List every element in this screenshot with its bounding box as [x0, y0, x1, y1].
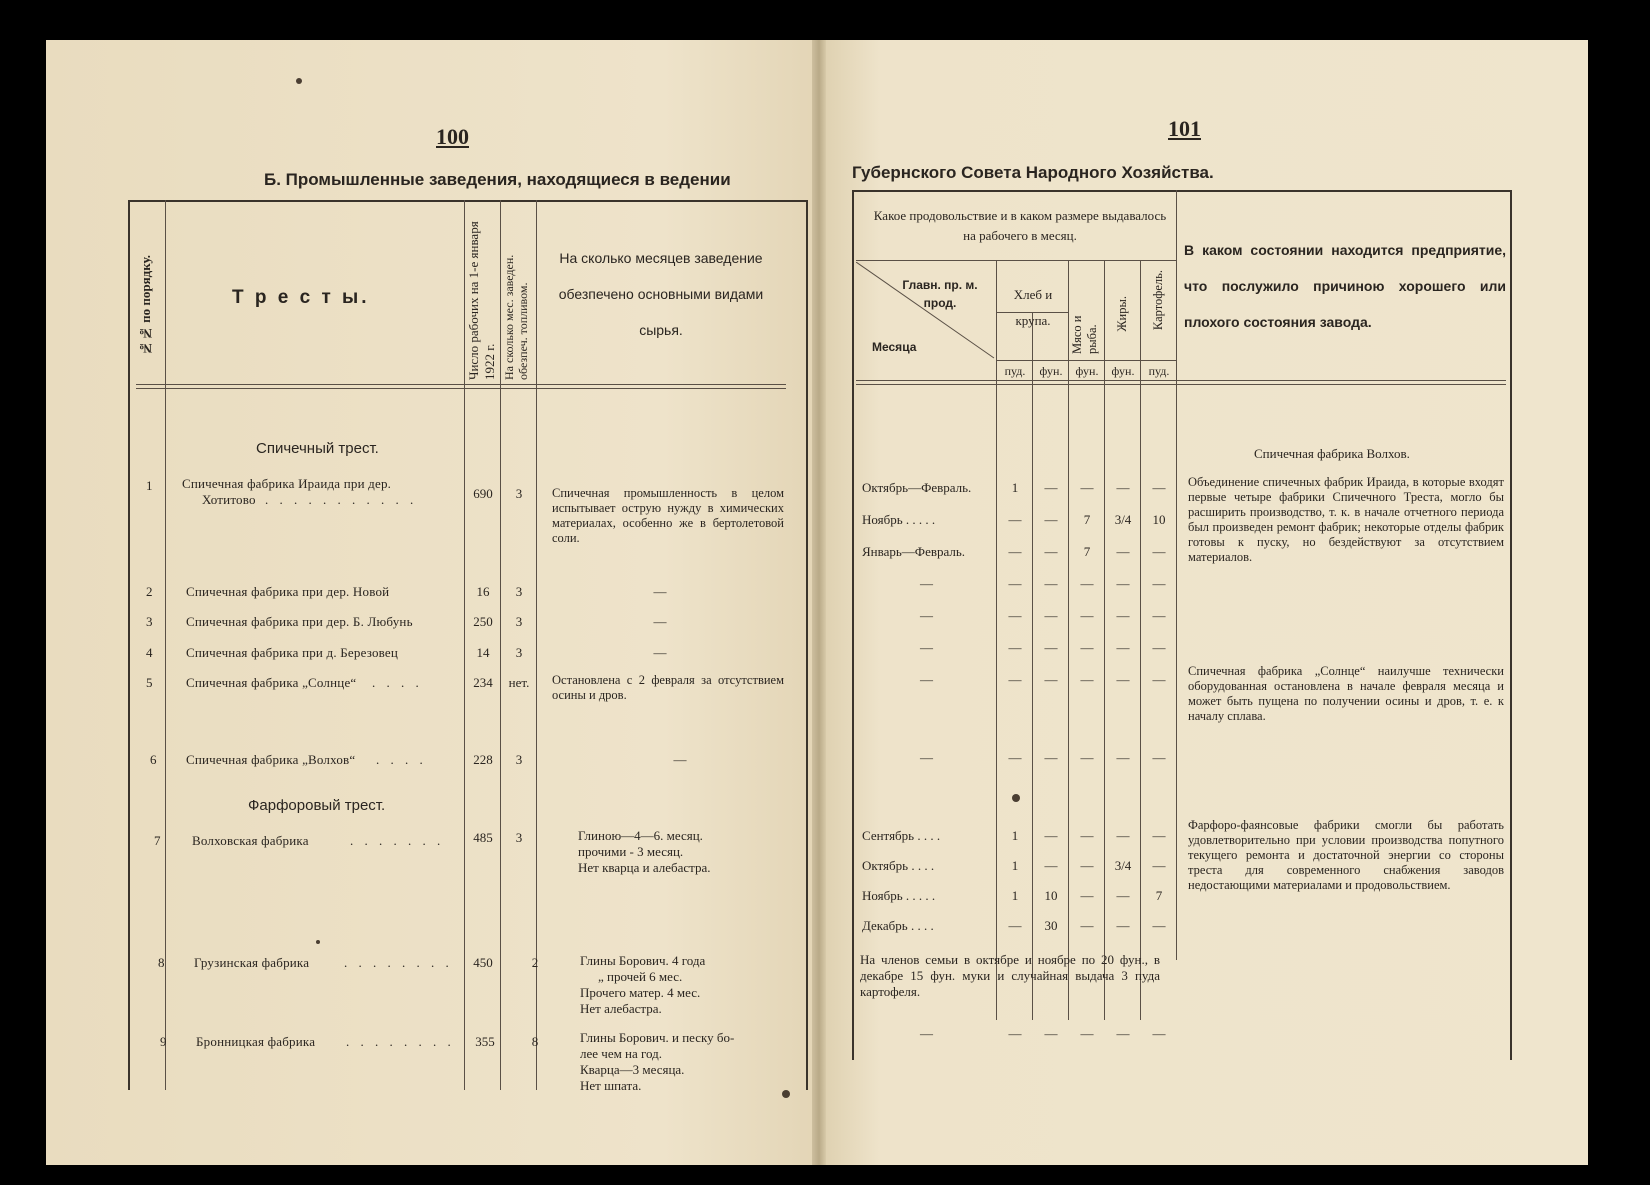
month-label: — [920, 1026, 933, 1041]
table-header-rule-2 [136, 388, 786, 389]
ration-fat: 3/4 [1114, 858, 1132, 873]
row-number: 1 [146, 478, 153, 493]
leader-dots: . . . . . . . . . . . [265, 492, 418, 507]
col-header-potato: Картофель. [1151, 270, 1165, 331]
table-top-rule [852, 190, 1512, 192]
workers-count: 485 [473, 830, 493, 845]
ration-bread-pud: — [1008, 608, 1022, 623]
ration-fat: — [1116, 828, 1130, 843]
leader-dots: . . . . . . . . [344, 955, 453, 970]
col-header-workers: Число рабочих на 1-е января 1922 г. [466, 221, 497, 380]
ration-meat: — [1080, 672, 1094, 687]
family-note: На членов семьи в октябре и ноябре по 20 фун., в декабре 15 фун. муки и случайная выдача 3 пуда картофеля. [860, 952, 1160, 999]
section-match-trust: Спичечный трест. [256, 440, 379, 457]
factory-name: Спичечная фабрика Ираида при дер. [182, 476, 392, 491]
raw-material-note: — [653, 645, 667, 660]
workers-count: 234 [473, 675, 493, 690]
ration-fat: — [1116, 480, 1130, 495]
ration-bread-fun: — [1044, 544, 1058, 559]
month-label: Октябрь . . . . [862, 858, 935, 873]
ration-bread-pud: 1 [1011, 480, 1019, 495]
ink-speck [1012, 794, 1020, 802]
factory-name: Бронницкая фабрика [196, 1034, 316, 1049]
ration-fat: — [1116, 750, 1130, 765]
ration-meat: 7 [1083, 512, 1091, 527]
ink-speck [296, 78, 302, 84]
ration-potato: — [1152, 480, 1166, 495]
raw-material-line: Нет кварца и алебастра. [578, 860, 711, 875]
ration-fat: — [1116, 640, 1130, 655]
section-porcelain-trust: Фарфоровый трест. [248, 797, 386, 814]
month-label: Январь—Февраль. [862, 544, 966, 559]
ration-meat: — [1080, 608, 1094, 623]
ration-bread-pud: — [1008, 672, 1022, 687]
ration-bread-fun: — [1044, 858, 1058, 873]
col-divider-bread [1068, 260, 1069, 1020]
ration-meat: 7 [1083, 544, 1091, 559]
month-label: — [920, 576, 933, 591]
col-header-bread: Хлеб и крупа. [1013, 287, 1053, 328]
ration-potato: — [1152, 672, 1166, 687]
workers-count: 355 [475, 1034, 495, 1049]
workers-count: 690 [473, 486, 493, 501]
table-left-border [852, 190, 854, 1060]
left-page [46, 40, 818, 1165]
raw-material-note: Спичечная промышленность в целом испытывает острую нужду в химических материалах, особенно же в бертолетовой соли. [552, 486, 784, 545]
ration-potato: — [1152, 750, 1166, 765]
row-number: 6 [150, 752, 157, 767]
header-left: Б. Промышленные заведения, находящиеся в ведении [264, 170, 731, 189]
ration-meat: — [1080, 750, 1094, 765]
factory-name-cont: Хотитово [202, 492, 256, 507]
ration-bread-pud: — [1008, 640, 1022, 655]
ration-fat: — [1116, 1026, 1130, 1041]
ration-bread-pud: — [1008, 1026, 1022, 1041]
raw-material-line: Нет алебастра. [580, 1001, 662, 1016]
ration-fat: — [1116, 608, 1130, 623]
ration-bread-fun: — [1044, 608, 1058, 623]
ration-meat: — [1080, 1026, 1094, 1041]
col-header-fuel: На сколько мес. заведен. обезпеч. топливом. [502, 254, 530, 380]
raw-material-line: Глиною—4—6. месяц. [578, 828, 703, 843]
table-top-rule [128, 200, 808, 202]
ration-meat: — [1080, 640, 1094, 655]
factory-name: Спичечная фабрика при дер. Новой [186, 584, 390, 599]
month-label: Ноябрь . . . . . [862, 888, 936, 903]
ration-meat: — [1080, 918, 1094, 933]
ration-bread-pud: — [1008, 576, 1022, 591]
fuel-months: 3 [515, 584, 523, 599]
ration-bread-pud: — [1008, 750, 1022, 765]
state-title-volkhov: Спичечная фабрика Волхов. [1254, 446, 1410, 461]
month-label: Декабрь . . . . [862, 918, 934, 933]
ration-meat: — [1080, 480, 1094, 495]
ration-bread-fun: — [1044, 576, 1058, 591]
unit-label: фун. [1111, 364, 1135, 378]
month-label: Ноябрь . . . . . [862, 512, 936, 527]
ration-meat: — [1080, 858, 1094, 873]
col-divider-fat [1140, 260, 1141, 1020]
table-left-border [128, 200, 130, 1090]
table-right-border [1510, 190, 1512, 1060]
ration-bread-fun: 30 [1044, 918, 1058, 933]
row-number: 7 [154, 833, 161, 848]
ration-bread-fun: — [1044, 828, 1058, 843]
ration-fat: — [1116, 918, 1130, 933]
month-label: — [920, 608, 933, 623]
col-divider-no [165, 200, 166, 1090]
table-header-rule [136, 384, 786, 385]
col-divider-bread-pud [1032, 312, 1033, 1020]
workers-count: 250 [473, 614, 493, 629]
ration-potato: — [1152, 1026, 1166, 1041]
ration-potato: — [1152, 918, 1166, 933]
row-number: 3 [146, 614, 153, 629]
ration-bread-fun: 10 [1044, 888, 1058, 903]
raw-material-note: — [653, 614, 667, 629]
leader-dots: . . . . . . . . [346, 1034, 455, 1049]
ration-bread-fun: — [1044, 512, 1058, 527]
table-header-rule-2 [856, 384, 1506, 385]
page-number-left: 100 [436, 124, 469, 149]
ration-bread-fun: — [1044, 1026, 1058, 1041]
header-right: Губернского Совета Народного Хозяйства. [852, 163, 1214, 182]
col-header-meat: Мясо и рыба. [1070, 315, 1099, 354]
row-number: 2 [146, 584, 153, 599]
fuel-months: 3 [515, 486, 523, 501]
leader-dots: . . . . . . . [350, 833, 445, 848]
table-right-border [806, 200, 808, 1090]
leader-dots: . . . . [372, 675, 423, 690]
ration-meat: — [1080, 576, 1094, 591]
month-label: — [920, 672, 933, 687]
ration-potato: 10 [1152, 512, 1166, 527]
col-header-raw: На сколько месяцев заведение обезпечено основными видами сырья. [558, 250, 764, 338]
col-header-food: Какое продовольствие и в каком размере выдавалось на рабочего в месяц. [873, 208, 1167, 243]
fuel-months: 3 [515, 614, 523, 629]
raw-material-line: лее чем на год. [580, 1046, 663, 1061]
factory-name: Спичечная фабрика „Волхов“ [186, 752, 356, 767]
ration-potato: — [1152, 576, 1166, 591]
ration-fat: — [1116, 888, 1130, 903]
raw-material-line: Глины Борович. 4 года [580, 953, 706, 968]
ration-potato: — [1152, 858, 1166, 873]
fuel-months: 2 [531, 955, 539, 970]
col-header-no: №№ по порядку. [138, 255, 153, 357]
col-divider-meat [1104, 260, 1105, 1020]
ration-fat: 3/4 [1114, 512, 1132, 527]
month-label: Октябрь—Февраль. [862, 480, 972, 495]
ration-bread-pud: 1 [1011, 828, 1019, 843]
ration-bread-pud: — [1008, 544, 1022, 559]
ration-fat: — [1116, 576, 1130, 591]
col-header-diag-top: Главн. пр. м. прод. [902, 278, 978, 310]
col-divider-food [1176, 190, 1177, 960]
state-note-porcelain: Фарфоро-фаянсовые фабрики смогли бы работать удовлетворительно при условии производства попутного текущего ремонта и достаточной энергии со стороны треста для современного снабжения заводов недостающими материалами и продовольствием. [1188, 818, 1504, 892]
fuel-months: 3 [515, 752, 523, 767]
workers-count: 16 [476, 584, 490, 599]
raw-material-note: Остановлена с 2 февраля за отсутствием осины и дров. [552, 673, 784, 702]
ration-meat: — [1080, 888, 1094, 903]
ration-bread-pud: — [1008, 512, 1022, 527]
raw-material-line: Нет шпата. [580, 1078, 642, 1093]
state-note-volkhov: Объединение спичечных фабрик Ираида, в которые входят первые четыре фабрики Спичечного Треста, могло бы расширить производство, т. к. в начале отчетного периода был произведен ремонт фабрик; некоторые отделы фабрик готовы к пуску, но бездействуют за отсутствием материалов. [1188, 475, 1504, 564]
fuel-months: нет. [508, 675, 530, 690]
workers-count: 14 [476, 645, 490, 660]
unit-label: пуд. [1004, 364, 1026, 378]
month-label: — [920, 750, 933, 765]
unit-label: фун. [1075, 364, 1099, 378]
fuel-months: 8 [531, 1034, 539, 1049]
ration-fat: — [1116, 544, 1130, 559]
raw-material-line: Глины Борович. и песку бо- [580, 1030, 735, 1045]
factory-name: Спичечная фабрика при д. Березовец [186, 645, 399, 660]
unit-row-rule [996, 360, 1176, 361]
ration-fat: — [1116, 672, 1130, 687]
workers-count: 450 [473, 955, 493, 970]
month-label: — [920, 640, 933, 655]
unit-label: пуд. [1148, 364, 1170, 378]
ink-speck [782, 1090, 790, 1098]
row-number: 4 [146, 645, 153, 660]
ration-potato: — [1152, 640, 1166, 655]
col-divider-name [464, 200, 465, 1090]
col-header-state: В каком состоянии находится предприятие, что послужило причиною хорошего или плохого состояния завода. [1184, 242, 1506, 330]
raw-material-line: „ прочей 6 мес. [598, 969, 683, 984]
ration-potato: 7 [1155, 888, 1163, 903]
ink-speck [316, 940, 320, 944]
workers-count: 228 [473, 752, 493, 767]
ration-potato: — [1152, 608, 1166, 623]
ration-bread-fun: — [1044, 672, 1058, 687]
ration-potato: — [1152, 544, 1166, 559]
col-header-trusts: Т р е с т ы. [232, 287, 370, 308]
raw-material-note: — [653, 584, 667, 599]
ration-bread-pud: 1 [1011, 888, 1019, 903]
table-header-rule [856, 380, 1506, 381]
fuel-months: 3 [515, 830, 523, 845]
ration-meat: — [1080, 828, 1094, 843]
raw-material-note: — [673, 752, 687, 767]
month-label: Сентябрь . . . . [862, 828, 941, 843]
state-note-solntse: Спичечная фабрика „Солнце“ наилучше технически оборудованная остановлена в начале февраля месяца и может быть пущена по получении осины и дров, т. е. к началу сплава. [1188, 664, 1504, 723]
raw-material-line: Прочего матер. 4 мес. [580, 985, 701, 1000]
page-number-right: 101 [1168, 116, 1201, 141]
book-gutter [812, 40, 826, 1165]
factory-name: Спичечная фабрика „Солнце“ [186, 675, 357, 690]
col-header-fat: Жиры. [1115, 296, 1129, 332]
ration-bread-fun: — [1044, 480, 1058, 495]
leader-dots: . . . . [376, 752, 427, 767]
col-header-diag-bottom: Месяца [872, 340, 917, 354]
row-number: 9 [160, 1034, 167, 1049]
raw-material-line: прочими - 3 месяц. [578, 844, 684, 859]
ration-bread-pud: — [1008, 918, 1022, 933]
unit-label: фун. [1039, 364, 1063, 378]
raw-material-line: Кварца—3 месяца. [580, 1062, 685, 1077]
fuel-months: 3 [515, 645, 523, 660]
food-subheader-rule [856, 260, 1176, 261]
ration-potato: — [1152, 828, 1166, 843]
ration-bread-pud: 1 [1011, 858, 1019, 873]
ration-bread-fun: — [1044, 750, 1058, 765]
ration-bread-fun: — [1044, 640, 1058, 655]
row-number: 8 [158, 955, 165, 970]
col-divider-workers [500, 200, 501, 1090]
row-number: 5 [146, 675, 153, 690]
factory-name: Спичечная фабрика при дер. Б. Любунь [186, 614, 413, 629]
factory-name: Грузинская фабрика [194, 955, 310, 970]
col-divider-month [996, 260, 997, 1020]
factory-name: Волховская фабрика [192, 833, 309, 848]
